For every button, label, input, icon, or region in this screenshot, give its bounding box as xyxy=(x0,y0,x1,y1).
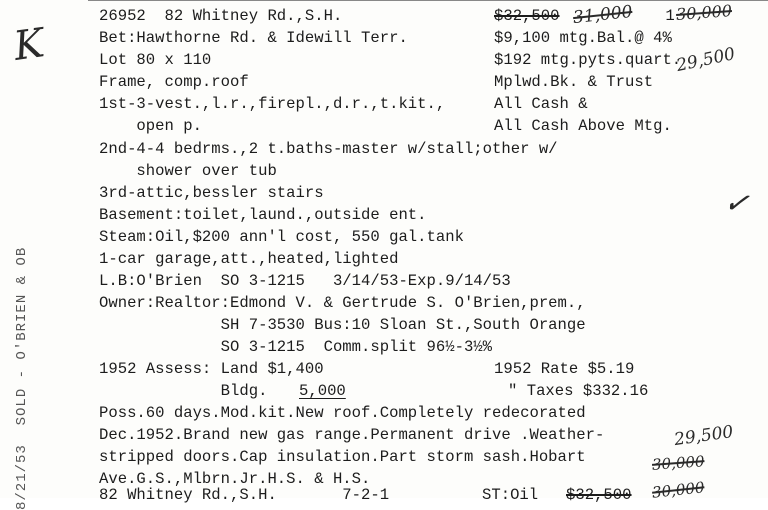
lot-size: Lot 80 x 110 xyxy=(99,51,212,69)
tax-rate: 1952 Rate $5.19 xyxy=(494,360,635,378)
owner-phone-address: SH 7-3530 Bus:10 Sloan St.,South Orange xyxy=(99,316,586,334)
listing-broker: L.B:O'Brien SO 3-1215 3/14/53-Exp.9/14/53 xyxy=(99,272,511,290)
sold-stamp: 8/21/53 SOLD - O'BRIEN & OB xyxy=(14,246,30,510)
handwritten-price-revision-3: 29,500 xyxy=(674,44,737,76)
third-floor: 3rd-attic,bessler stairs xyxy=(99,184,324,202)
owner-commission: SO 3-1215 Comm.split 96½-3½% xyxy=(99,338,493,356)
owner: Owner:Realtor:Edmond V. & Gertrude S. O'Brien,prem., xyxy=(99,294,586,312)
between-streets: Bet:Hawthorne Rd. & Idewill Terr. xyxy=(99,29,408,47)
assessment-bldg-label: Bldg. xyxy=(99,382,277,400)
handwritten-price-revision-1: 31,000 xyxy=(572,1,634,29)
second-floor: 2nd-4-4 bedrms.,2 t.baths-master w/stall;other w/ xyxy=(99,140,558,158)
first-floor: 1st-3-vest.,l.r.,firepl.,d.r.,t.kit., xyxy=(99,95,446,113)
footer-price-struck: $32,500 xyxy=(566,486,632,504)
first-floor-cont: open p. xyxy=(99,117,202,135)
check-mark: ✓ xyxy=(721,184,752,223)
garage: 1-car garage,att.,heated,lighted xyxy=(99,250,399,268)
handwritten-price-revision-2: 30,000 xyxy=(675,1,733,24)
assessment-bldg-value: 5,000 xyxy=(299,382,346,400)
remarks-line-4: Ave.G.S.,Mlbrn.Jr.H.S. & H.S. xyxy=(99,470,371,488)
taxes: " Taxes $332.16 xyxy=(508,382,649,400)
listing-header: 26952 82 Whitney Rd.,S.H. xyxy=(99,7,343,25)
remarks-line-2: Dec.1952.Brand new gas range.Permanent drive .Weather- xyxy=(99,426,605,444)
price-line-tail: 1 xyxy=(656,7,675,25)
handwritten-footer-revision: 30,000 xyxy=(651,478,706,502)
remarks-line-1: Poss.60 days.Mod.kit.New roof.Completely redecorated xyxy=(99,404,586,422)
footer-heating: ST:Oil xyxy=(482,486,557,504)
assessment-land: 1952 Assess: Land $1,400 xyxy=(99,360,324,378)
corner-handwritten-mark: K xyxy=(10,20,47,70)
card-top-rule xyxy=(88,0,768,4)
mortgage-payments: $192 mtg.pyts.quart. xyxy=(494,51,682,69)
mortgage-bank: Mplwd.Bk. & Trust xyxy=(494,73,654,91)
terms-cash-above-mtg: All Cash Above Mtg. xyxy=(494,117,672,135)
terms-cash: All Cash & xyxy=(494,95,588,113)
footer-address: 82 Whitney Rd.,S.H. 7-2-1 xyxy=(99,486,390,504)
handwritten-remarks-revision-2: 30,000 xyxy=(651,452,706,474)
basement: Basement:toilet,laund.,outside ent. xyxy=(99,206,427,224)
second-floor-cont: shower over tub xyxy=(99,162,277,180)
remarks-line-3: stripped doors.Cap insulation.Part storm sash.Hobart xyxy=(99,448,586,466)
asking-price-struck: $32,500 xyxy=(494,7,560,25)
heating: Steam:Oil,$200 ann'l cost, 550 gal.tank xyxy=(99,228,464,246)
mortgage-balance: $9,100 mtg.Bal.@ 4% xyxy=(494,29,672,47)
handwritten-remarks-revision-1: 29,500 xyxy=(672,421,735,451)
construction: Frame, comp.roof xyxy=(99,73,249,91)
